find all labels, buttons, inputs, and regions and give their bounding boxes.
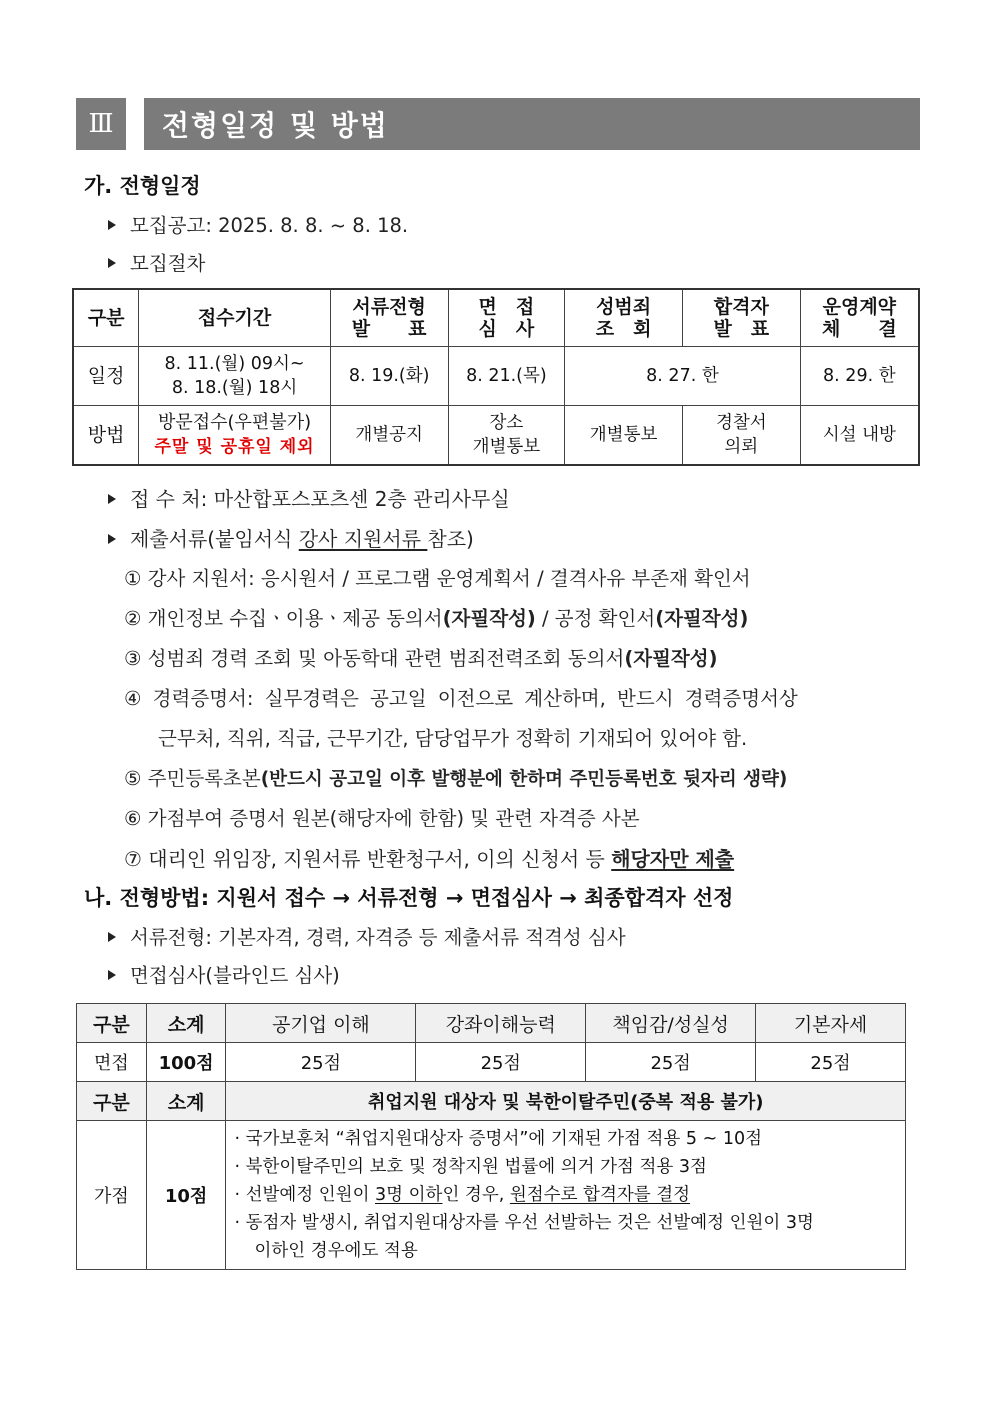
doc-item-5a: ⑤ 주민등록초본: [124, 767, 261, 790]
bonus-label: 가점: [77, 1121, 147, 1270]
header-cell: 기본자세: [756, 1004, 906, 1043]
header-cell: 구분: [73, 289, 139, 347]
table-row: [77, 1121, 906, 1270]
bullet-icon: [108, 494, 116, 504]
score-cell: 25점: [586, 1043, 756, 1082]
header-cell: 면 접 심 사: [448, 289, 565, 347]
doc-item-2b: (자필작성): [442, 607, 536, 630]
doc-item-5b: (반드시 공고일 이후 발행분에 한하며 주민등록번호 뒷자리 생략): [260, 769, 788, 790]
check-result-cell: 8. 27. 한: [565, 347, 800, 406]
doc-item-5: [124, 763, 787, 791]
interview-score-table: [76, 1003, 906, 1270]
bonus-note-4a: · 동점자 발생시, 취업지원대상자를 우선 선발하는 것은 선발예정 인원이 3명: [234, 1213, 814, 1233]
header-cell: 합격자 발 표: [682, 289, 800, 347]
doc-item-2c: / 공정 확인서: [535, 607, 656, 630]
method-heading-prefix: 나.: [84, 886, 120, 910]
interview-method-cell: 장소 개별통보: [448, 406, 565, 466]
notice-bullet: [108, 210, 408, 238]
period-cell: 8. 11.(월) 09시~ 8. 18.(월) 18시: [139, 347, 330, 406]
procedure-label: 모집절차: [130, 252, 206, 275]
contract-cell: 8. 29. 한: [800, 347, 919, 406]
reception-text: 접 수 처: 마산합포스포츠센 2층 관리사무실: [130, 487, 510, 511]
score-table-header: [77, 1004, 906, 1043]
header-cell: 강좌이해능력: [416, 1004, 586, 1043]
row-label: 일정: [73, 347, 139, 406]
procedure-bullet: [108, 248, 205, 276]
doc-item-3b: (자필작성): [624, 647, 718, 670]
bonus-note-3a: · 선발예정 인원이: [234, 1185, 376, 1205]
bonus-note-3c: 인 경우,: [442, 1185, 510, 1205]
method-heading-text: 전형방법: 지원서 접수 → 서류전형 → 면접심사 → 최종합격자 선정: [119, 886, 734, 910]
section-number: Ⅲ: [76, 98, 126, 150]
interview-cell: 8. 21.(목): [448, 347, 565, 406]
reception-bullet: [108, 483, 510, 512]
doc-item-6: ⑥ 가점부여 증명서 원본(해당자에 한함) 및 관련 자격증 사본: [124, 807, 640, 830]
doc-item-3: [124, 643, 718, 671]
check-method-cell: 개별통보: [565, 406, 683, 466]
bonus-notes: [226, 1121, 906, 1270]
header-cell: 서류전형 발 표: [330, 289, 448, 347]
doc-cell: 8. 19.(화): [330, 347, 448, 406]
interview-bullet: [108, 960, 340, 988]
doc-item-4a: ④ 경력증명서: 실무경력은 공고일 이전으로 계산하며, 반드시 경력증명서상: [124, 687, 798, 710]
bonus-note-3b: 3명 이하: [375, 1185, 443, 1205]
row-label: 방법: [73, 406, 139, 466]
result-method-cell: 경찰서 의뢰: [682, 406, 800, 466]
header-cell: 소계: [146, 1082, 226, 1121]
notice-text: 모집공고: 2025. 8. 8. ~ 8. 18.: [130, 214, 409, 237]
table-row: [73, 347, 919, 406]
header-cell: 구분: [77, 1082, 147, 1121]
bullet-icon: [108, 220, 116, 230]
section-title: 전형일정 및 방법: [144, 98, 920, 150]
interview-text: 면접심사(블라인드 심사): [130, 964, 340, 987]
docs-suffix: 참조): [427, 527, 474, 551]
bullet-icon: [108, 970, 116, 980]
header-cell: 책임감/성실성: [586, 1004, 756, 1043]
bonus-note-3d: 원점수로 합격자를 결정: [509, 1185, 691, 1205]
bonus-total: 10점: [146, 1121, 226, 1270]
bullet-icon: [108, 258, 116, 268]
docs-prefix: 제출서류(붙임서식: [130, 527, 299, 551]
contract-method-cell: 시설 내방: [800, 406, 919, 466]
doc-item-2d: (자필작성): [655, 607, 749, 630]
score-cell: 100점: [146, 1043, 226, 1082]
header-cell: 취업지원 대상자 및 북한이탈주민(중복 적용 불가): [226, 1082, 906, 1121]
header-cell: 접수기간: [139, 289, 330, 347]
doc-item-7a: ⑦ 대리인 위임장, 지원서류 반환청구서, 이의 신청서 등: [124, 847, 612, 871]
bonus-note-3: [234, 1181, 897, 1209]
score-cell: 25점: [226, 1043, 416, 1082]
period-method-line2: 주말 및 공휴일 제외: [154, 437, 315, 457]
method-heading: [84, 882, 733, 912]
doc-method-cell: 개별공지: [330, 406, 448, 466]
schedule-table: [72, 288, 920, 466]
header-cell: 공기업 이해: [226, 1004, 416, 1043]
doc-item-1: ① 강사 지원서: 응시원서 / 프로그램 운영계획서 / 결격사유 부존재 확인서: [124, 567, 751, 590]
schedule-heading: 가. 전형일정: [84, 174, 201, 198]
doc-item-7b: 해당자만 제출: [611, 847, 735, 871]
bullet-icon: [108, 534, 116, 544]
score-cell: 25점: [756, 1043, 906, 1082]
score-cell: 면접: [77, 1043, 147, 1082]
header-cell: 소계: [146, 1004, 226, 1043]
schedule-table-header: [73, 289, 919, 347]
score-cell: 25점: [416, 1043, 586, 1082]
bonus-note-2: · 북한이탈주민의 보호 및 정착지원 법률에 의거 가점 적용 3점: [234, 1157, 707, 1177]
bonus-note-4b: 이하인 경우에도 적용: [254, 1241, 418, 1261]
bullet-icon: [108, 932, 116, 942]
bonus-note-1: · 국가보훈처 “취업지원대상자 증명서”에 기재된 가점 적용 5 ~ 10점: [234, 1129, 762, 1149]
header-cell: 구분: [77, 1004, 147, 1043]
doc-item-2a: ② 개인정보 수집ㆍ이용ㆍ제공 동의서: [124, 607, 443, 630]
period-method-line1: 방문접수(우편불가): [157, 412, 312, 433]
header-cell: 성범죄 조 회: [565, 289, 683, 347]
table-row: [77, 1043, 906, 1082]
doc-screen-bullet: [108, 922, 626, 950]
docs-link[interactable]: 강사 지원서류: [298, 527, 428, 551]
table-row: [73, 406, 919, 466]
docs-bullet: [108, 523, 474, 552]
doc-item-7: [124, 843, 734, 872]
bonus-table-header: [77, 1082, 906, 1121]
doc-item-3a: ③ 성범죄 경력 조회 및 아동학대 관련 범죄전력조회 동의서: [124, 647, 625, 670]
period-method-cell: [139, 406, 330, 466]
doc-screen-text: 서류전형: 기본자격, 경력, 자격증 등 제출서류 적격성 심사: [130, 926, 626, 949]
doc-item-2: [124, 603, 748, 631]
doc-item-4b: 근무처, 직위, 직급, 근무기간, 담당업무가 정확히 기재되어 있어야 함.: [158, 727, 748, 750]
header-cell: 운영계약 체 결: [800, 289, 919, 347]
